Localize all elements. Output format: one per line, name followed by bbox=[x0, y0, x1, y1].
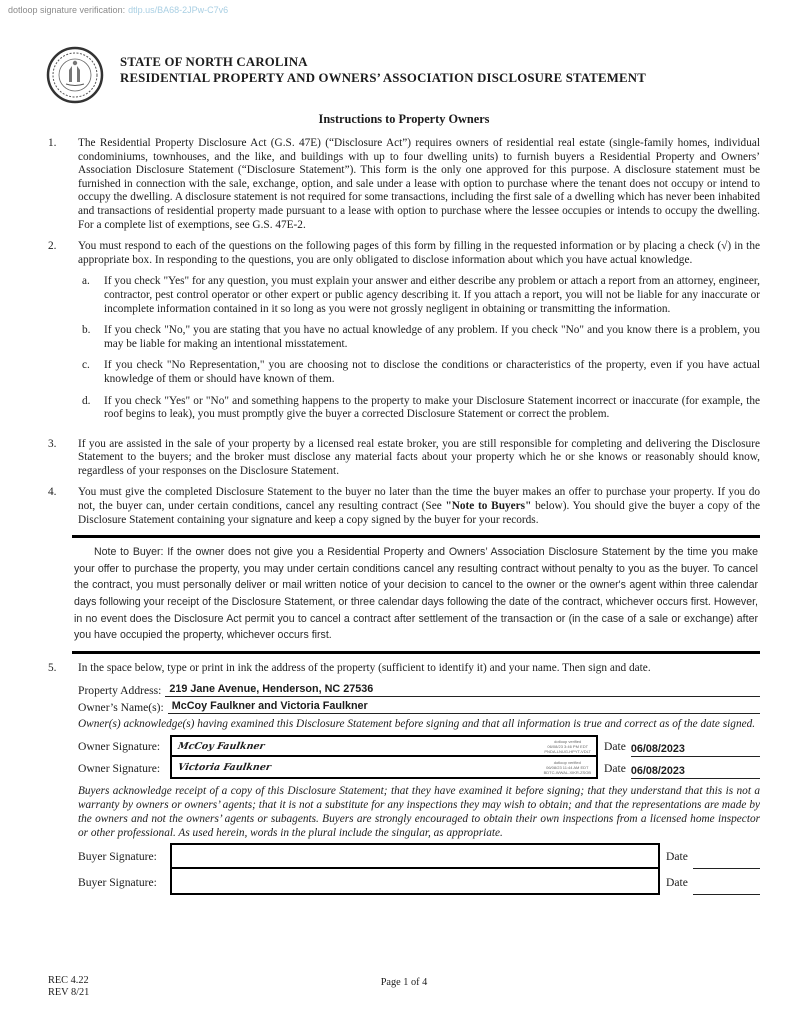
subitem-text: If you check "No Representation," you are choosing not to disclose the conditions or characteristics of the property, even if you have actual knowledge of them or should have known of them. bbox=[104, 359, 760, 385]
property-address-label: Property Address: bbox=[78, 684, 162, 698]
stamp-line: 06/08/23 11:44 AM EDT bbox=[546, 764, 589, 770]
item-2-subitems bbox=[82, 275, 760, 421]
date-label: Date bbox=[666, 875, 688, 889]
note-to-buyer-box: Note to Buyer: If the owner does not give you a Residential Property and Owners’ Association Disclosure Statement by the time you make your offer to purchase the property, you may under certain conditions cancel any resulting contract without penalty to you as the buyer. To cancel the contract, you must personally deliver or mail written notice of your decision to cancel to the owner or the owner's agent within three calendar days following your receipt of the Disclosure Statement, or three calendar days following the date of the contract, whichever occurs first. However, in no event does the Disclosure Act permit you to cancel a contract after settlement of the transaction or (in the case of a sale or exchange) after you have occupied the property, whichever occurs first. bbox=[72, 535, 760, 654]
buyer-signature-field-2[interactable] bbox=[170, 869, 660, 895]
property-address-field[interactable]: 219 Jane Avenue, Henderson, NC 27536 bbox=[165, 683, 760, 697]
dotloop-stamp-2 bbox=[544, 760, 593, 775]
owner-date-row-2 bbox=[604, 757, 760, 779]
buyer-date-field-2[interactable] bbox=[693, 882, 760, 895]
verification-label: dotloop signature verification: bbox=[8, 5, 126, 15]
item-2-text: You must respond to each of the questions on the following pages of this form by filling in the requested information or by placing a check (√) in the appropriate box. In responding to the questions, you are only obligated to disclose information about which you have actual knowledge. bbox=[78, 240, 760, 266]
owner-signature-label: Owner Signature: bbox=[78, 739, 161, 753]
item-number: 5. bbox=[48, 661, 57, 674]
nc-real-estate-commission-seal-icon bbox=[46, 46, 104, 104]
stamp-line: dotloop verified bbox=[553, 759, 581, 765]
owner-date-row-1 bbox=[604, 735, 760, 757]
owner-acknowledgment-text: Owner(s) acknowledge(s) having examined this Disclosure Statement before signing and that all information is true and correct as of the date signed. bbox=[78, 718, 756, 731]
owner-signature-field-1[interactable] bbox=[170, 735, 598, 757]
instruction-item-4 bbox=[48, 486, 760, 527]
stamp-line: 06/08/23 3:46 PM EDT bbox=[547, 743, 589, 749]
verification-link[interactable]: dtlp.us/BA68-2JPw-C7v6 bbox=[128, 5, 229, 15]
owner-signature-row-1 bbox=[78, 735, 760, 757]
subitem-letter: a. bbox=[82, 275, 90, 288]
subitem-b bbox=[82, 324, 760, 351]
owner-signature-field-2[interactable] bbox=[170, 757, 598, 779]
buyer-signature-field-1[interactable] bbox=[170, 843, 660, 869]
rev-number: REV 8/21 bbox=[48, 987, 90, 998]
subitem-letter: b. bbox=[82, 324, 91, 337]
buyer-signature-row-2 bbox=[78, 869, 760, 895]
document-title: RESIDENTIAL PROPERTY AND OWNERS’ ASSOCIATION DISCLOSURE STATEMENT bbox=[120, 71, 646, 85]
item-4-post: below). You should give the buyer a copy of the Disclosure Statement containing your signature and keep a copy signed by the buyer for your records. bbox=[78, 500, 760, 526]
document-header bbox=[46, 46, 761, 86]
stamp-line: BDTC-WWAL-XIKR-ZSOB bbox=[543, 769, 591, 775]
stamp-line: PNDA-LNUG-HPYT-VDLT bbox=[544, 748, 591, 754]
owner-date-field-1[interactable]: 06/08/2023 bbox=[631, 743, 760, 757]
owner-1-signature: McCoy Faulkner bbox=[177, 740, 266, 752]
subitem-text: If you check "No," you are stating that you have no actual knowledge of any problem. If you check "No" and you know there is a problem, you may be liable for making an intentional misstatement. bbox=[104, 324, 760, 350]
subitem-letter: d. bbox=[82, 394, 91, 407]
date-label: Date bbox=[666, 849, 688, 863]
owner-2-signature: Victoria Faulkner bbox=[177, 761, 272, 773]
subitem-letter: c. bbox=[82, 359, 90, 372]
date-label: Date bbox=[604, 761, 626, 775]
state-title: STATE OF NORTH CAROLINA bbox=[120, 55, 308, 69]
buyer-signature-label: Buyer Signature: bbox=[78, 875, 157, 889]
document-body bbox=[48, 112, 760, 895]
dotloop-stamp-1 bbox=[544, 739, 593, 754]
buyer-date-row-1 bbox=[666, 843, 760, 869]
item-number: 4. bbox=[48, 486, 57, 499]
item-text: In the space below, type or print in ink the address of the property (sufficient to identify it) and your name. Then sign and date. bbox=[78, 661, 651, 674]
subitem-c bbox=[82, 359, 760, 386]
buyer-signature-row-1 bbox=[78, 843, 760, 869]
page-number: Page 1 of 4 bbox=[380, 977, 428, 988]
item-number: 3. bbox=[48, 437, 57, 450]
title-block bbox=[120, 46, 761, 86]
subitem-text: If you check "Yes" for any question, you must explain your answer and either describe any problem or attach a report from an attorney, engineer, contractor, pest control operator or other expert or public agency describing it. If you attach a report, you will not be liable for any inaccurate or incomplete information contained in it so long as you were not grossly negligent in obtaining or transmitting the information. bbox=[104, 275, 760, 315]
date-label: Date bbox=[604, 739, 626, 753]
subitem-text: If you check "Yes" or "No" and something happens to the property to make your Disclosure Statement incorrect or inaccurate (for example, the roof begins to leak), you must promptly give the buyer a corrected Disclosure Statement or correct the problem. bbox=[104, 394, 760, 421]
item-text bbox=[78, 240, 760, 430]
stamp-line: dotloop verified bbox=[554, 738, 582, 744]
owner-date-field-2[interactable]: 06/08/2023 bbox=[631, 765, 760, 779]
owner-signature-label: Owner Signature: bbox=[78, 761, 161, 775]
subitem-d bbox=[82, 395, 760, 422]
buyer-date-row-2 bbox=[666, 869, 760, 895]
subitem-a bbox=[82, 275, 760, 316]
instruction-item-5 bbox=[48, 662, 760, 676]
item-text bbox=[78, 486, 760, 527]
item-4-bold: "Note to Buyers" bbox=[445, 500, 532, 513]
property-address-row bbox=[78, 683, 760, 697]
item-text: If you are assisted in the sale of your property by a licensed real estate broker, you are still responsible for completing and delivering the Disclosure Statement to the buyers; and the broker must disclose any material facts about your property which he or she knows or reasonably should know, regardless of your responses on the Disclosure Statement. bbox=[78, 437, 760, 477]
item-4-pre: You must give the completed Disclosure Statement to the buyer no later than the time the buyer makes an offer to purchase your property. If you do not, the buyer can, under certain conditions, cancel any resulting contract (See bbox=[78, 486, 760, 513]
item-number: 2. bbox=[48, 240, 57, 253]
buyer-date-field-1[interactable] bbox=[693, 856, 760, 869]
buyer-acknowledgment-text: Buyers acknowledge receipt of a copy of this Disclosure Statement; that they have examined it before signing; that they understand that this is not a warranty by owners or owners’ agents; that it is not a substitute for any inspections they may wish to obtain; and that the representations are made by the owners and not the owners’ agents or subagents. Buyers are strongly encouraged to obtain their own inspections from a licensed home inspector or other professional. As used herein, words in the plural include the singular, as appropriate. bbox=[78, 785, 760, 839]
instruction-item-2 bbox=[48, 240, 760, 430]
owners-name-label: Owner’s Name(s): bbox=[78, 701, 164, 715]
instruction-item-3 bbox=[48, 438, 760, 479]
dotloop-verification-bar bbox=[8, 5, 228, 15]
owner-signature-row-2 bbox=[78, 757, 760, 779]
owners-name-field[interactable]: McCoy Faulkner and Victoria Faulkner bbox=[168, 700, 760, 714]
instructions-heading: Instructions to Property Owners bbox=[318, 112, 490, 126]
item-text: The Residential Property Disclosure Act (G.S. 47E) (“Disclosure Act”) requires owners of residential real estate (single-family homes, individual condominiums, townhouses, and the like, and buildings with up to four dwelling units) to furnish buyers a Residential Property and Owners’ Association Disclosure Statement (“Disclosure Statement”). This form is the only one approved for this purpose. A disclosure statement must be furnished in connection with the sale, exchange, option, and sale under a lease with option to purchase where the tenant does not occupy or intend to occupy the dwelling. A disclosure statement is not required for some transactions, including the first sale of a dwelling which has never been inhabited and transactions of residential property made pursuant to a lease with option to purchase where the lessee occupies or intends to occupy the dwelling. For a complete list of exemptions, see G.S. 47E-2. bbox=[78, 137, 760, 231]
page-footer bbox=[48, 975, 760, 999]
item-number: 1. bbox=[48, 137, 57, 149]
owners-name-row bbox=[78, 700, 760, 714]
buyer-signature-label: Buyer Signature: bbox=[78, 849, 157, 863]
instruction-item-1 bbox=[48, 137, 760, 232]
rec-number: REC 4.22 bbox=[48, 975, 89, 986]
